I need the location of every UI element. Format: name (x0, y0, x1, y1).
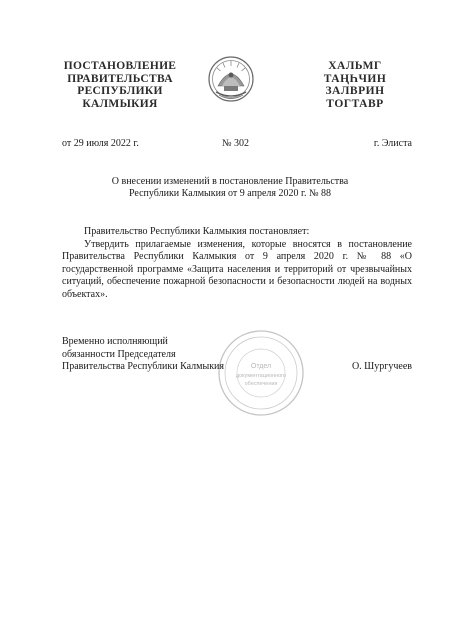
document-city: г. Элиста (373, 138, 412, 149)
body-paragraph-1: Правительство Республики Калмыкия постановляет: (84, 226, 310, 237)
header-right-line-1: ХАЛЬМГ (328, 60, 382, 72)
subject-line-1: О внесении изменений в постановление Правительства (111, 176, 349, 187)
document-body (62, 226, 412, 301)
document-date: от 29 июля 2022 г. (62, 138, 139, 149)
header-right-line-3: ЗАЛВРИН (325, 85, 385, 97)
signatory-name: О. Шургучеев (351, 361, 412, 372)
official-stamp (216, 328, 306, 418)
stamp-line-1: Отдел (250, 363, 272, 370)
document-number: № 302 (222, 138, 250, 149)
kalmykia-emblem-icon (206, 54, 256, 106)
header-left-line-4: КАЛМЫКИЯ (82, 97, 158, 110)
header-right-title (300, 60, 410, 110)
signature-line-1: Временно исполняющий (62, 336, 168, 347)
header-left-title (40, 60, 200, 110)
body-paragraph-2: Утвердить прилагаемые изменения, которые вносятся в постановление Правительства Республики Калмыкия от 9 апреля 2020 г. № 88 «О государственной программе «Защита населения и территорий от чрезвычайных ситуаций, обеспечение пожарной безопасности и безопасности людей на водных объектах». (62, 238, 412, 300)
header-right-line-4: ТОГТАВР (326, 97, 384, 110)
signature-line-2: обязанности Председателя (62, 348, 176, 360)
header-left-line-3: РЕСПУБЛИКИ (77, 85, 163, 97)
signature-block (62, 336, 224, 374)
subject-line-2: Республики Калмыкия от 9 апреля 2020 г. № 88 (128, 188, 332, 199)
stamp-line-3: обеспечения (244, 381, 278, 387)
header-right-line-2: ТАҢҺЧИН (323, 72, 387, 85)
document-subject (90, 176, 370, 200)
stamp-line-2: документационного (235, 373, 287, 379)
header-left-line-2: ПРАВИТЕЛЬСТВА (67, 72, 173, 85)
header-left-line-1: ПОСТАНОВЛЕНИЕ (63, 60, 177, 72)
signature-line-3: Правительства Республики Калмыкия (62, 361, 225, 372)
